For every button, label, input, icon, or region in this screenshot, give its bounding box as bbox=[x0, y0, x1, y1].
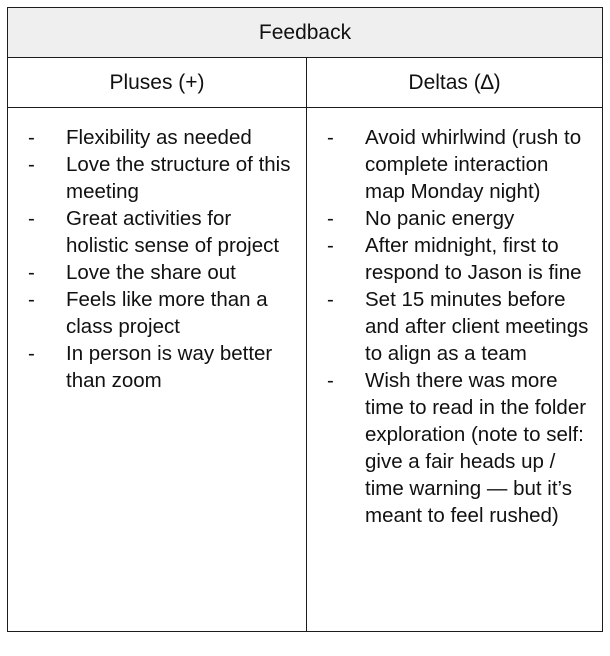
column-header-pluses: Pluses (+) bbox=[8, 58, 307, 108]
feedback-table bbox=[7, 7, 603, 632]
list-item-text: Love the structure of this meeting bbox=[66, 153, 291, 203]
list-item bbox=[8, 286, 296, 340]
title-row bbox=[8, 8, 603, 58]
list-item-text: Great activities for holistic sense of project bbox=[66, 207, 280, 257]
list-item bbox=[307, 367, 592, 529]
column-header-deltas: Deltas (∆) bbox=[307, 58, 603, 108]
list-item bbox=[307, 232, 592, 286]
pluses-cell bbox=[8, 108, 307, 632]
list-item-text: Avoid whirlwind (rush to complete interaction map Monday night) bbox=[365, 126, 582, 203]
list-item bbox=[307, 205, 592, 232]
header-row bbox=[8, 58, 603, 108]
list-item-text: Love the share out bbox=[66, 261, 236, 284]
deltas-list bbox=[307, 108, 602, 529]
list-item bbox=[8, 151, 296, 205]
list-item-text: Wish there was more time to read in the folder exploration (note to self: give a fair heads up / time warning — but it’s meant to feel rushed) bbox=[365, 369, 587, 527]
bullet-dash: - bbox=[28, 261, 35, 284]
bullet-dash: - bbox=[28, 153, 35, 176]
bullet-dash: - bbox=[327, 207, 334, 230]
deltas-cell bbox=[307, 108, 603, 632]
list-item-text: After midnight, first to respond to Jason is fine bbox=[365, 234, 582, 284]
bullet-dash: - bbox=[327, 369, 334, 392]
list-item bbox=[8, 124, 296, 151]
pluses-list bbox=[8, 108, 306, 394]
list-item-text: Set 15 minutes before and after client meetings to align as a team bbox=[365, 288, 589, 365]
list-item bbox=[8, 340, 296, 394]
bullet-dash: - bbox=[28, 126, 35, 149]
list-item-text: In person is way better than zoom bbox=[66, 342, 273, 392]
list-item-text: No panic energy bbox=[365, 207, 515, 230]
bullet-dash: - bbox=[327, 126, 334, 149]
list-item bbox=[8, 259, 296, 286]
bullet-dash: - bbox=[28, 342, 35, 365]
bullet-dash: - bbox=[327, 288, 334, 311]
bullet-dash: - bbox=[28, 288, 35, 311]
table-title: Feedback bbox=[8, 8, 603, 58]
bullet-dash: - bbox=[327, 234, 334, 257]
bullet-dash: - bbox=[28, 207, 35, 230]
body-row bbox=[8, 108, 603, 632]
list-item-text: Feels like more than a class project bbox=[66, 288, 268, 338]
list-item-text: Flexibility as needed bbox=[66, 126, 252, 149]
list-item bbox=[307, 124, 592, 205]
list-item bbox=[307, 286, 592, 367]
list-item bbox=[8, 205, 296, 259]
